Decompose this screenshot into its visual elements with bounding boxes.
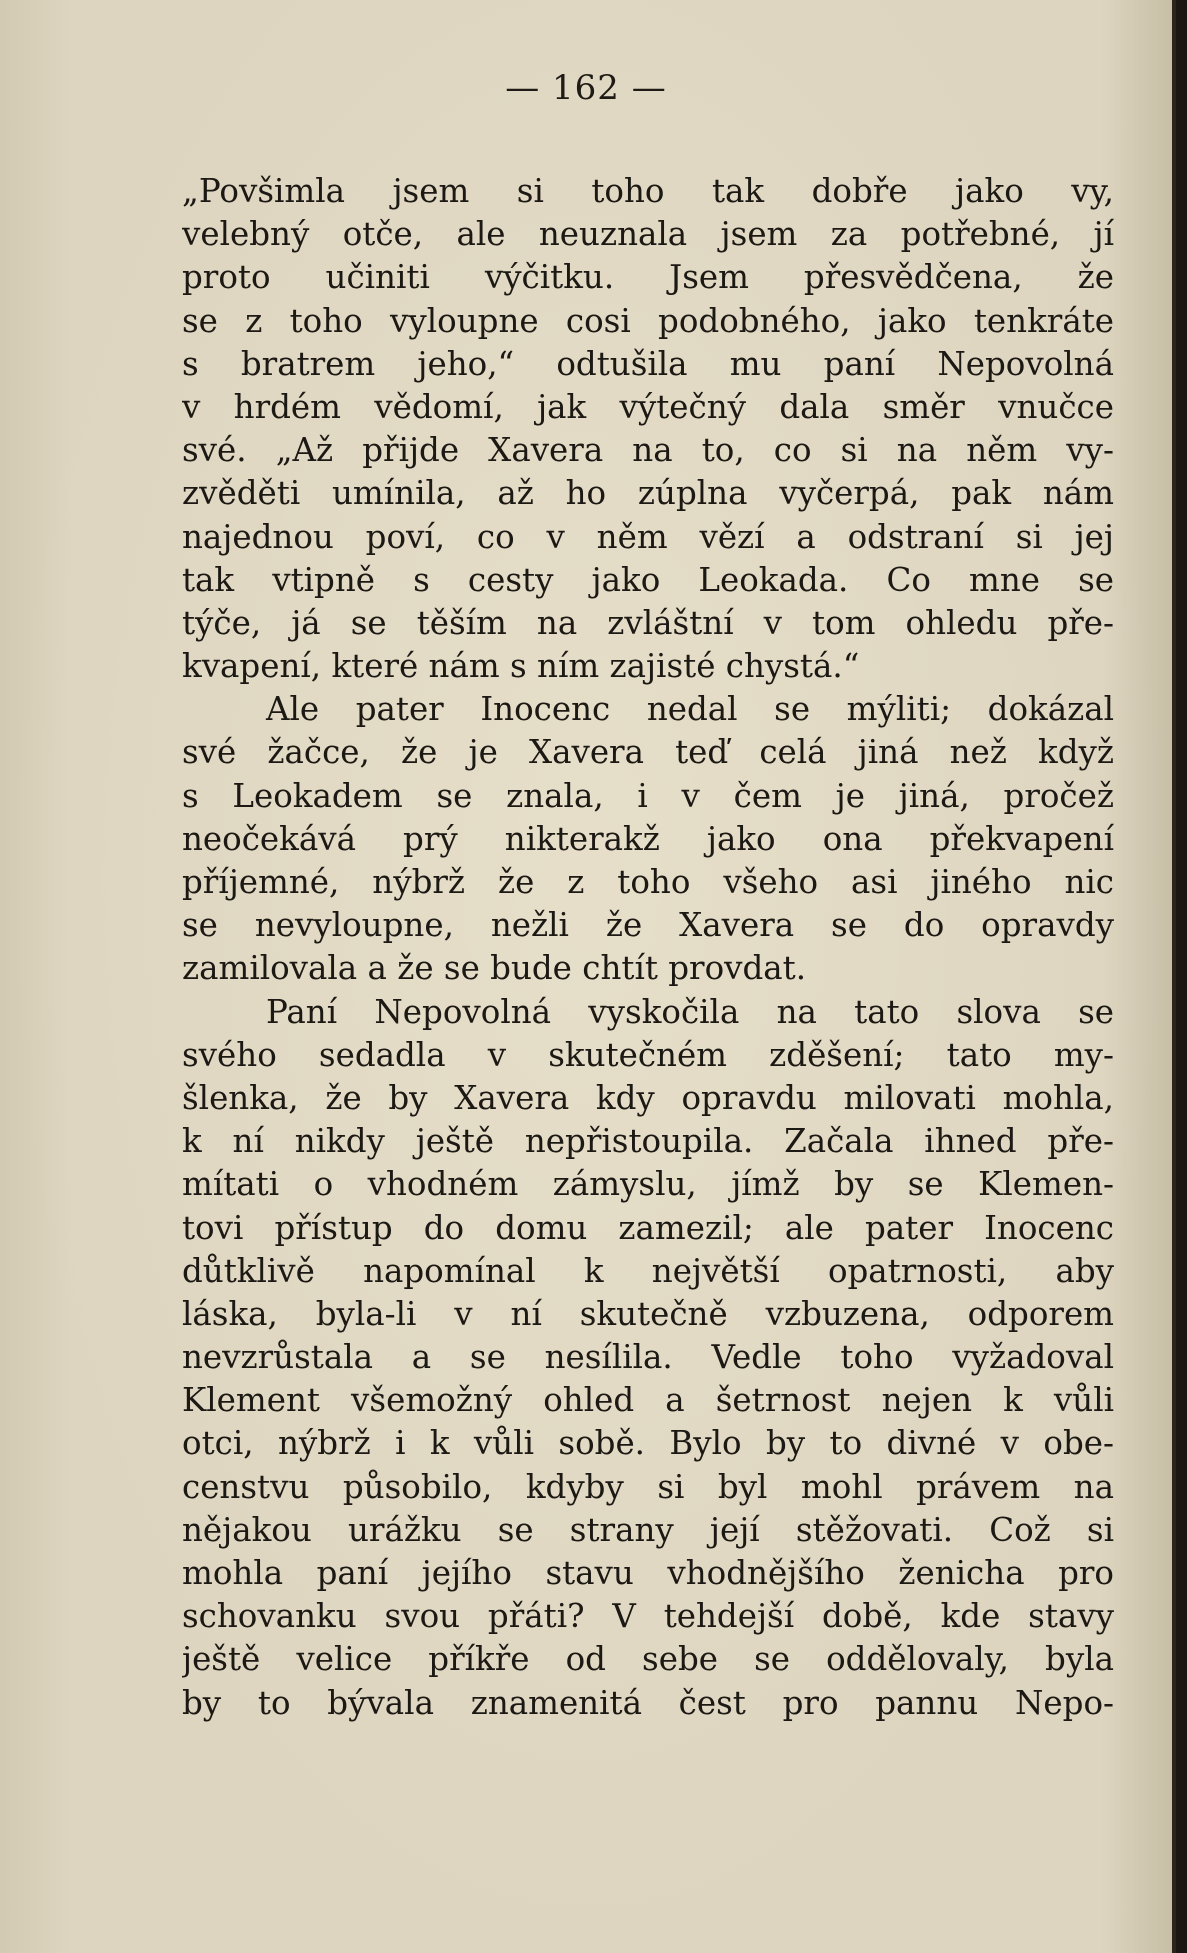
text-line: Paní Nepovolná vyskočila na tato slova se <box>266 992 1114 1031</box>
text-line: důtklivě napomínal k největší opatrnosti, aby <box>182 1251 1114 1290</box>
text-line: neočekává prý nikterakž jako ona překvapení <box>182 819 1114 858</box>
text-line: příjemné, nýbrž že z toho všeho asi jiného nic <box>182 863 1114 901</box>
text-line: svého sedadla v skutečném zděšení; tato my- <box>182 1035 1114 1074</box>
text-line: své. „Až přijde Xavera na to, co si na něm vy- <box>182 431 1114 470</box>
text-line: schovanku svou přáti? V tehdejší době, kde stavy <box>182 1597 1114 1636</box>
text-line: „Povšimla jsem si toho tak dobře jako vy, <box>182 172 1114 210</box>
text-line: ještě velice příkře od sebe se oddělovaly, byla <box>182 1640 1114 1679</box>
text-line: tovi přístup do domu zamezil; ale pater Inocenc <box>182 1208 1114 1247</box>
page-number: — 162 — <box>505 68 667 108</box>
text-line: tak vtipně s cesty jako Leokada. Co mne se <box>182 560 1114 599</box>
text-line: s bratrem jeho,“ odtušila mu paní Nepovolná <box>182 344 1114 383</box>
text-line: Klement všemožný ohled a šetrnost nejen k vůli <box>182 1381 1114 1420</box>
text-line: mohla paní jejího stavu vhodnějšího ženicha pro <box>182 1554 1114 1592</box>
text-line: v hrdém vědomí, jak výtečný dala směr vnučce <box>182 387 1114 426</box>
text-line: se z toho vyloupne cosi podobného, jako tenkráte <box>182 301 1114 340</box>
text-line: proto učiniti výčitku. Jsem přesvědčena, že <box>182 258 1114 297</box>
text-line: se nevyloupne, nežli že Xavera se do opravdy <box>182 906 1114 945</box>
text-line: mítati o vhodném zámyslu, jímž by se Klemen- <box>182 1165 1114 1204</box>
text-line: kvapení, které nám s ním zajisté chystá.“ <box>182 647 860 686</box>
text-line: šlenka, že by Xavera kdy opravdu milovati mohla, <box>182 1078 1114 1117</box>
text-line: nevzrůstala a se nesílila. Vedle toho vyžadoval <box>182 1338 1114 1377</box>
text-line: k ní nikdy ještě nepřistoupila. Začala ihned pře- <box>182 1122 1114 1161</box>
body-text <box>182 170 1114 1725</box>
text-line: najednou poví, co v něm vězí a odstraní si jej <box>182 517 1114 556</box>
text-line: nějakou urážku se strany její stěžovati. Což si <box>182 1510 1114 1549</box>
text-line: týče, já se těším na zvláštní v tom ohledu pře- <box>182 603 1114 642</box>
text-line: zamilovala a že se bude chtít provdat. <box>182 949 807 988</box>
text-line: otci, nýbrž i k vůli sobě. Bylo by to divné v obe- <box>182 1424 1114 1463</box>
text-line: láska, byla-li v ní skutečně vzbuzena, odporem <box>182 1294 1114 1333</box>
text-line: censtvu působilo, kdyby si byl mohl právem na <box>182 1467 1114 1506</box>
text-line: s Leokadem se znala, i v čem je jiná, pročež <box>182 776 1114 815</box>
text-line: zvěděti umínila, až ho zúplna vyčerpá, pak nám <box>182 474 1114 513</box>
text-line: velebný otče, ale neuznala jsem za potřebné, jí <box>182 215 1114 254</box>
text-line: Ale pater Inocenc nedal se mýliti; dokázal <box>266 690 1114 729</box>
text-line: by to bývala znamenitá čest pro pannu Nepo- <box>182 1683 1114 1722</box>
page-edge <box>1172 0 1176 1953</box>
text-line: své žačce, že je Xavera teď celá jiná než když <box>182 733 1114 772</box>
